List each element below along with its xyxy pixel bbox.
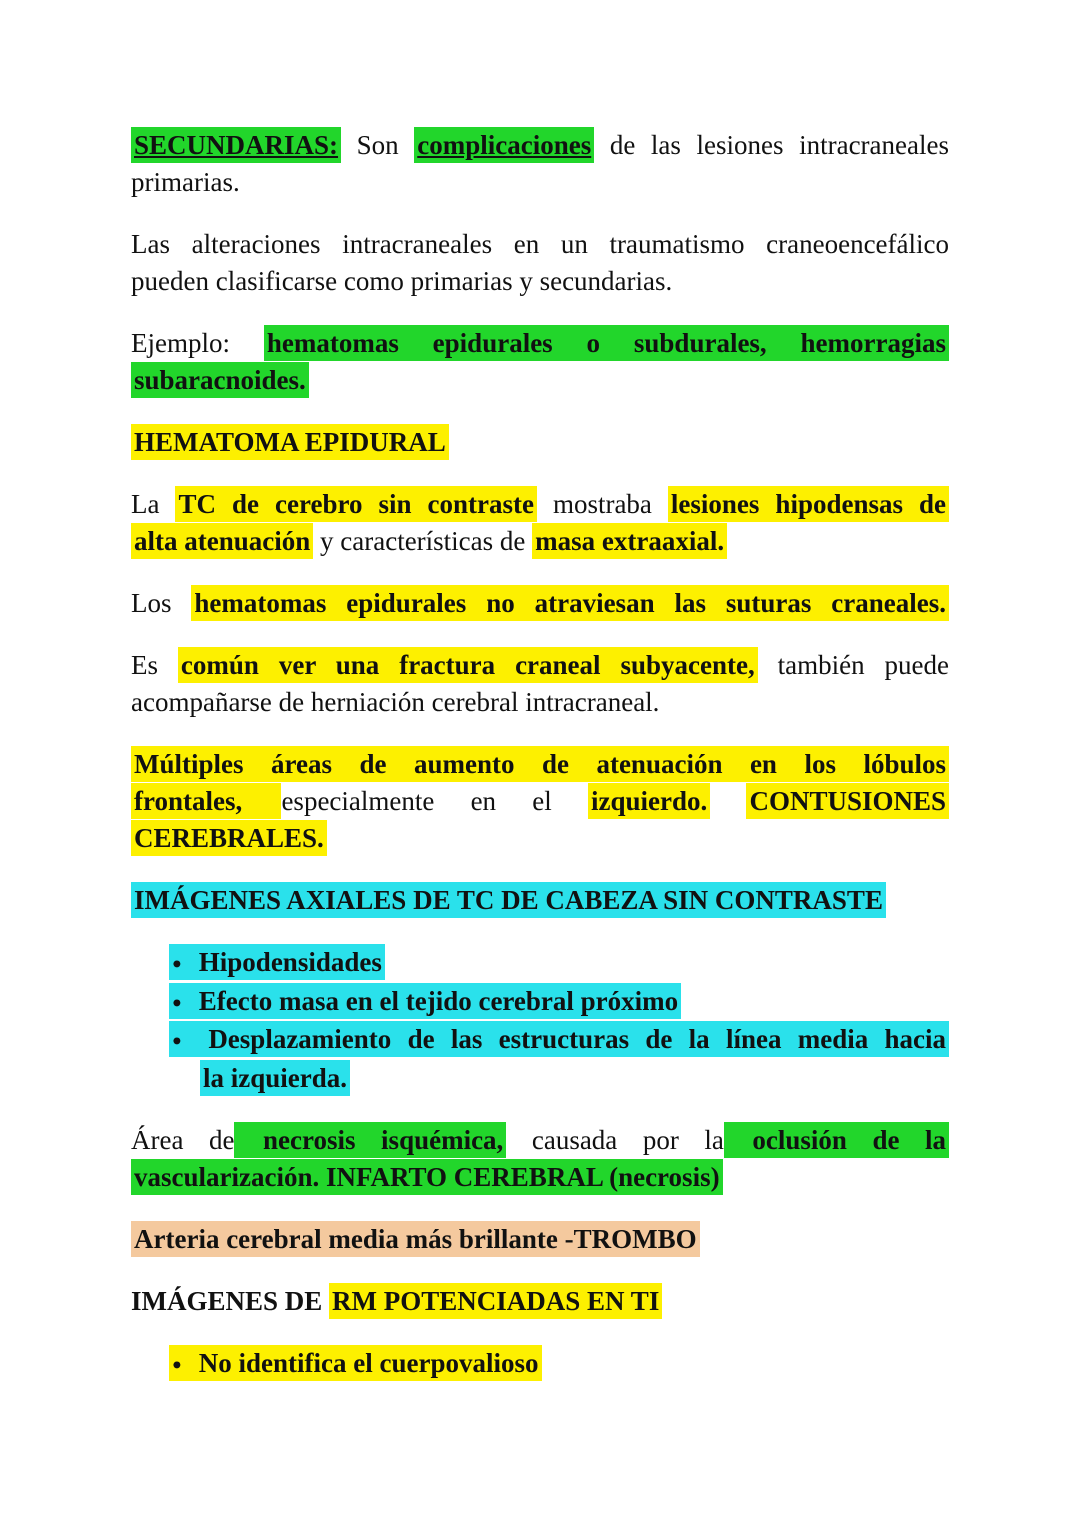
highlighted-text: CEREBRALES.: [131, 820, 327, 856]
highlighted-bullet: [169, 1345, 542, 1381]
text-line: [131, 647, 949, 684]
highlighted-text: SECUNDARIAS:: [131, 127, 341, 163]
bullet-list-tc: [131, 944, 949, 1097]
bullet-icon: ●: [172, 1355, 182, 1374]
highlighted-text: necrosis isquémica,: [234, 1122, 506, 1158]
highlighted-text: izquierdo.: [588, 783, 710, 819]
bullet-icon: ●: [172, 954, 182, 973]
text-line: [131, 226, 949, 263]
para-alteraciones: [131, 226, 949, 300]
heading-imagenes-axiales-tc: [131, 882, 949, 919]
text-segment: Las alteraciones intracraneales en un traumatismo craneoencefálico: [131, 229, 949, 259]
para-secundarias: [131, 127, 949, 201]
text-segment: Área de: [131, 1125, 235, 1156]
highlighted-text: HEMATOMA EPIDURAL: [131, 424, 449, 460]
text-line: [131, 523, 949, 560]
text-line: [131, 684, 949, 721]
bullet-line: [131, 983, 949, 1022]
bullet-icon: ●: [172, 993, 182, 1012]
text-line: [131, 127, 949, 164]
text-segment: causada por la: [506, 1125, 724, 1156]
bullet-line: [131, 1021, 949, 1060]
para-infarto: [131, 1122, 949, 1196]
highlighted-text: masa extraaxial.: [532, 523, 727, 559]
highlighted-text: Arteria cerebral media más brillante -TROMBO: [131, 1221, 700, 1257]
para-ejemplo: [131, 325, 949, 399]
text-segment: Es: [131, 650, 178, 680]
para-suturas: [131, 585, 949, 622]
highlighted-text: común ver una fractura craneal subyacente,: [178, 647, 758, 683]
highlighted-text: complicaciones: [414, 127, 594, 163]
highlighted-bullet: [169, 1021, 949, 1057]
highlighted-text: subaracnoides.: [131, 362, 309, 398]
highlighted-bullet: [169, 983, 681, 1019]
text-line: [131, 424, 949, 461]
text-segment: [710, 786, 746, 816]
bullet-list-rm: [131, 1345, 949, 1384]
text-line: [131, 263, 949, 300]
text-line: [131, 1159, 949, 1196]
para-trombo: [131, 1221, 949, 1258]
text-segment: primarias.: [131, 167, 240, 197]
highlighted-text: Múltiples áreas de aumento de atenuación en los lóbulos: [131, 746, 949, 782]
text-line: [131, 1221, 949, 1258]
text-line: [131, 1060, 949, 1097]
para-contusiones: [131, 746, 949, 857]
text-segment: también puede: [757, 650, 949, 680]
heading-imagenes-rm: [131, 1283, 949, 1320]
text-segment: Los: [131, 588, 192, 618]
text-segment: acompañarse de herniación cerebral intracraneal.: [131, 687, 660, 717]
text-segment: Ejemplo:: [131, 328, 264, 358]
highlighted-text: RM POTENCIADAS EN TI: [329, 1283, 662, 1319]
text-line: [131, 1283, 949, 1320]
text-line: [131, 882, 949, 919]
highlighted-text: la izquierda.: [200, 1060, 350, 1096]
text-line: [131, 820, 949, 857]
text-line: [131, 746, 949, 783]
bullet-line: [131, 944, 949, 983]
text-segment: y características de: [313, 526, 533, 556]
text-line: [131, 164, 949, 201]
highlighted-text: hematomas epidurales o subdurales, hemorragias: [264, 325, 949, 361]
text-line: [131, 585, 949, 622]
highlighted-text: hematomas epidurales no atraviesan las suturas craneales.: [191, 585, 949, 621]
highlighted-text: alta atenuación: [131, 523, 313, 559]
text-line: [131, 783, 949, 820]
highlighted-text: CONTUSIONES: [746, 783, 949, 819]
bullet-text: No identifica el cuerpovalioso: [198, 1348, 539, 1379]
para-fractura: [131, 647, 949, 721]
text-segment: pueden clasificarse como primarias y secundarias.: [131, 266, 673, 296]
highlighted-text: frontales,: [131, 783, 281, 819]
text-segment: Son: [341, 130, 415, 160]
highlighted-text: vascularización. INFARTO CEREBRAL (necrosis): [131, 1159, 723, 1195]
text-line: [131, 362, 949, 399]
bullet-line: [131, 1345, 949, 1384]
text-segment: mostraba: [536, 489, 668, 519]
highlighted-text: IMÁGENES AXIALES DE TC DE CABEZA SIN CONTRASTE: [131, 882, 886, 918]
text-line: [131, 486, 949, 523]
text-segment: IMÁGENES DE: [131, 1286, 330, 1317]
text-line: [131, 1122, 949, 1159]
para-tc-cerebro: [131, 486, 949, 560]
heading-hematoma-epidural: [131, 424, 949, 461]
bullet-text: Efecto masa en el tejido cerebral próximo: [198, 985, 679, 1016]
text-segment: La: [131, 489, 176, 519]
highlighted-bullet: [169, 944, 385, 980]
bullet-text: Hipodensidades: [198, 947, 382, 977]
bullet-text: Desplazamiento de las estructuras de la línea media hacia: [208, 1024, 946, 1055]
highlighted-text: TC de cerebro sin contraste: [175, 486, 536, 522]
bullet-icon: ●: [172, 1032, 192, 1051]
text-segment: especialmente en el: [281, 786, 588, 816]
text-segment: de las lesiones intracraneales: [594, 130, 949, 160]
highlighted-text: lesiones hipodensas de: [668, 486, 949, 522]
text-line: [131, 325, 949, 362]
highlighted-text: oclusión de la: [724, 1122, 949, 1158]
